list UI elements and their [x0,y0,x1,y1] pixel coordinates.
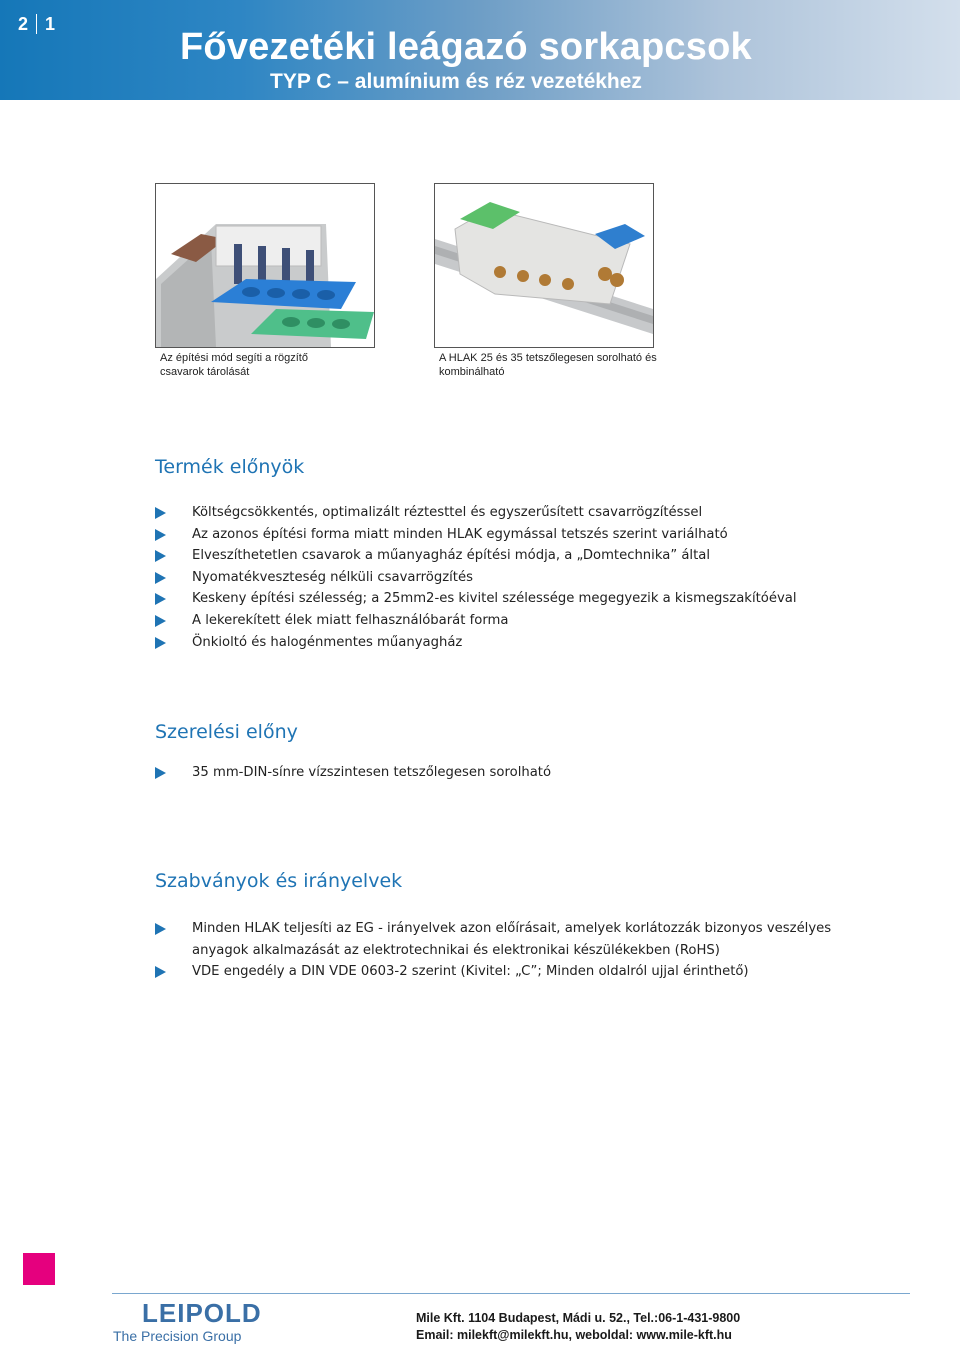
photo-caption-left [160,351,308,379]
bullet-arrow-icon [155,966,166,978]
bullet-arrow-icon [155,593,166,605]
bullet-arrow-icon [155,923,166,935]
bullet-arrow-icon [155,529,166,541]
list-item-text: Nyomatékveszteség nélküli csavarrögzítés [192,569,473,585]
bullet-arrow-icon [155,507,166,519]
bullet-arrow-icon [155,767,166,779]
standards-list [155,918,875,983]
advantages-list [155,502,875,653]
list-item [155,610,875,632]
logo-tagline: The Precision Group [113,1328,242,1344]
page-number-left: 2 [18,14,29,34]
list-item-text: Költségcsökkentés, optimalizált réztesttel és egyszerűsített csavarrögzítéssel [192,505,703,520]
list-item [155,524,875,546]
bullet-arrow-icon [155,550,166,562]
list-item-text: VDE engedély a DIN VDE 0603-2 szerint (Kivitel: „C”; Minden oldalról ujjal érinthető) [192,964,749,980]
caption-left-line1: Az építési mód segíti a rögzítő [160,352,308,364]
list-item [155,545,875,567]
contact-email-web: Email: milekft@milekft.hu, weboldal: www.mile-kft.hu [416,1328,732,1342]
bullet-arrow-icon [155,572,166,584]
header-banner [0,0,960,100]
list-item [155,567,875,589]
list-item [155,961,875,983]
list-item [155,918,875,961]
bullet-arrow-icon [155,637,166,649]
caption-left-line2: csavarok tárolását [160,366,250,378]
page-number-divider [36,14,37,34]
list-item-text: Önkioltó és halogénmentes műanyagház [192,634,463,650]
page-subtitle: TYP C – alumínium és réz vezetékhez [270,70,642,93]
advantages-title: Termék előnyök [155,456,305,478]
footer-divider [112,1293,910,1294]
list-item-text: Elveszíthetetlen csavarok a műanyagház építési módja, a „Domtechnika” által [192,548,711,564]
caption-right-line1: A HLAK 25 és 35 tetszőlegesen sorolható és [439,352,657,364]
page-number [18,14,55,35]
contact-address: Mile Kft. 1104 Budapest, Mádi u. 52., Tel.:06-1-431-9800 [416,1311,741,1325]
list-item-text: 35 mm-DIN-sínre vízszintesen tetszőlegesen sorolható [192,765,552,780]
list-item-text: Keskeny építési szélesség; a 25mm2-es kivitel szélessége megegyezik a kismegszakítóéval [192,591,797,607]
installation-title: Szerelési előny [155,721,298,743]
installation-list [155,762,875,784]
bullet-arrow-icon [155,615,166,627]
footer-contact [416,1310,740,1344]
standards-title: Szabványok és irányelvek [155,870,403,892]
leipold-logo: LEIPOLD [142,1298,262,1328]
page-number-right: 1 [45,14,56,34]
list-item [155,502,875,524]
page-title: Fővezetéki leágazó sorkapcsok [180,26,752,68]
list-item-text: A lekerekített élek miatt felhasználóbarát forma [192,612,509,628]
list-item [155,762,875,784]
photo-caption-right [439,351,657,379]
caption-right-line2: kombinálható [439,366,505,378]
brand-square [23,1253,55,1285]
product-photo-right [434,183,654,348]
list-item-text: Minden HLAK teljesíti az EG - irányelvek azon előírásait, amelyek korlátozzák bizonyos veszélyes anyagok alkalmazását az elektrotechnikai és elektronikai készülékekben (RoHS) [192,921,832,958]
product-photo-left [155,183,375,348]
list-item [155,632,875,654]
list-item [155,588,875,610]
list-item-text: Az azonos építési forma miatt minden HLAK egymással tetszés szerint variálható [192,526,728,542]
